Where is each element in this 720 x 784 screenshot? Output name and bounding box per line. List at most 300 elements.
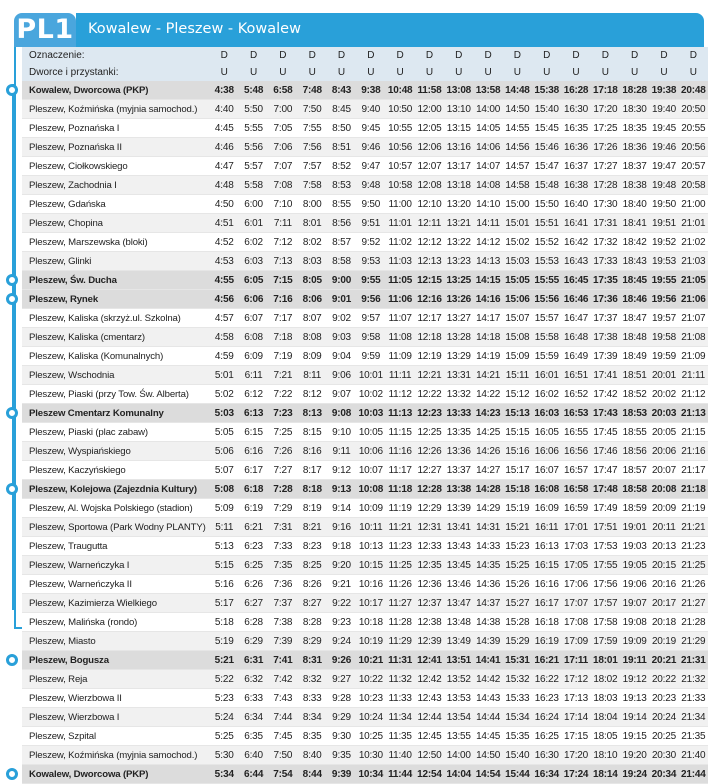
departure-time: 10:08 — [356, 480, 385, 499]
departure-time: 16:17 — [532, 594, 561, 613]
stop-name: Pleszew, Wyspiańskiego — [22, 442, 210, 461]
table-row — [22, 309, 708, 328]
stop-marker-icon — [6, 768, 18, 780]
departure-time: 16:08 — [532, 480, 561, 499]
departure-time: 5:58 — [239, 176, 268, 195]
departure-time: 18:55 — [620, 423, 649, 442]
departure-time: 6:12 — [239, 385, 268, 404]
departure-time: 20:05 — [649, 423, 678, 442]
departure-time: 13:54 — [444, 708, 473, 727]
departure-time: 13:22 — [444, 233, 473, 252]
departure-time: 7:07 — [268, 157, 297, 176]
departure-time: 5:50 — [239, 100, 268, 119]
departure-time: 8:50 — [327, 119, 356, 138]
departure-time: 11:16 — [385, 442, 414, 461]
departure-time: 21:12 — [679, 385, 708, 404]
departure-time: 13:36 — [444, 442, 473, 461]
departure-time: 14:13 — [473, 252, 502, 271]
departure-time: 20:01 — [649, 366, 678, 385]
departure-time: 9:38 — [356, 81, 385, 100]
departure-time: 8:29 — [298, 632, 327, 651]
departure-time: 7:39 — [268, 632, 297, 651]
departure-time: 16:05 — [532, 423, 561, 442]
departure-time: 17:20 — [561, 746, 590, 765]
departure-time: 16:16 — [532, 575, 561, 594]
departure-time: 20:48 — [679, 81, 708, 100]
table-row — [22, 727, 708, 746]
departure-time: 14:06 — [473, 138, 502, 157]
departure-time: 8:06 — [298, 290, 327, 309]
departure-time: 8:07 — [298, 309, 327, 328]
departure-time: 13:49 — [444, 632, 473, 651]
departure-time: 21:09 — [679, 347, 708, 366]
stop-name: Pleszew Cmentarz Komunalny — [22, 404, 210, 423]
departure-time: 9:45 — [356, 119, 385, 138]
departure-time: 16:34 — [532, 765, 561, 784]
departure-time: 14:58 — [503, 176, 532, 195]
departure-time: 16:25 — [532, 727, 561, 746]
departure-time: 8:44 — [298, 765, 327, 784]
departure-time: 6:33 — [239, 689, 268, 708]
departure-time: 12:39 — [415, 632, 444, 651]
departure-time: 20:58 — [679, 176, 708, 195]
table-row — [22, 404, 708, 423]
departure-time: 18:38 — [620, 176, 649, 195]
header-mark-d: D — [415, 47, 444, 64]
departure-time: 7:08 — [268, 176, 297, 195]
departure-time: 16:09 — [532, 499, 561, 518]
departure-time: 12:50 — [415, 746, 444, 765]
departure-time: 4:47 — [210, 157, 239, 176]
departure-time: 10:11 — [356, 518, 385, 537]
departure-time: 7:11 — [268, 214, 297, 233]
departure-time: 16:41 — [561, 214, 590, 233]
stop-name: Pleszew, Piaski (przy Tow. Św. Alberta) — [22, 385, 210, 404]
departure-time: 17:38 — [591, 328, 620, 347]
departure-time: 6:01 — [239, 214, 268, 233]
departure-time: 12:27 — [415, 461, 444, 480]
departure-time: 12:10 — [415, 195, 444, 214]
departure-time: 10:57 — [385, 157, 414, 176]
departure-time: 10:13 — [356, 537, 385, 556]
departure-time: 13:21 — [444, 214, 473, 233]
departure-time: 11:13 — [385, 404, 414, 423]
departure-time: 17:28 — [591, 176, 620, 195]
departure-time: 7:37 — [268, 594, 297, 613]
departure-time: 16:30 — [561, 100, 590, 119]
departure-time: 6:19 — [239, 499, 268, 518]
departure-time: 15:40 — [503, 746, 532, 765]
departure-time: 21:17 — [679, 461, 708, 480]
departure-time: 11:05 — [385, 271, 414, 290]
departure-time: 18:57 — [620, 461, 649, 480]
departure-time: 12:44 — [415, 708, 444, 727]
departure-time: 7:25 — [268, 423, 297, 442]
departure-time: 9:24 — [327, 632, 356, 651]
departure-time: 19:03 — [620, 537, 649, 556]
departure-time: 10:25 — [356, 727, 385, 746]
departure-time: 8:23 — [298, 537, 327, 556]
departure-time: 14:17 — [473, 309, 502, 328]
departure-time: 21:06 — [679, 290, 708, 309]
table-row — [22, 442, 708, 461]
departure-time: 16:56 — [561, 442, 590, 461]
departure-time: 10:05 — [356, 423, 385, 442]
departure-time: 16:15 — [532, 556, 561, 575]
departure-time: 15:18 — [503, 480, 532, 499]
departure-time: 17:37 — [591, 309, 620, 328]
table-row — [22, 328, 708, 347]
header-mark-d: D — [327, 47, 356, 64]
departure-time: 9:58 — [356, 328, 385, 347]
departure-time: 8:05 — [298, 271, 327, 290]
departure-time: 17:51 — [591, 518, 620, 537]
departure-time: 7:56 — [298, 138, 327, 157]
departure-time: 14:48 — [503, 81, 532, 100]
header-mark-d: D — [591, 47, 620, 64]
departure-time: 6:58 — [268, 81, 297, 100]
departure-time: 20:19 — [649, 632, 678, 651]
departure-time: 12:05 — [415, 119, 444, 138]
departure-time: 15:00 — [503, 195, 532, 214]
departure-time: 15:28 — [503, 613, 532, 632]
departure-time: 10:03 — [356, 404, 385, 423]
departure-time: 11:25 — [385, 556, 414, 575]
departure-time: 15:46 — [532, 138, 561, 157]
departure-time: 4:40 — [210, 100, 239, 119]
departure-time: 17:25 — [591, 119, 620, 138]
departure-time: 15:09 — [503, 347, 532, 366]
departure-time: 10:19 — [356, 632, 385, 651]
departure-time: 10:56 — [385, 138, 414, 157]
departure-time: 15:19 — [503, 499, 532, 518]
departure-time: 20:22 — [649, 670, 678, 689]
departure-time: 8:40 — [298, 746, 327, 765]
header-mark-d: D — [532, 47, 561, 64]
departure-time: 17:24 — [561, 765, 590, 784]
departure-time: 8:02 — [298, 233, 327, 252]
departure-time: 9:03 — [327, 328, 356, 347]
departure-time: 5:11 — [210, 518, 239, 537]
departure-time: 19:48 — [649, 176, 678, 195]
departure-time: 15:15 — [503, 423, 532, 442]
departure-time: 15:29 — [503, 632, 532, 651]
departure-time: 14:08 — [473, 176, 502, 195]
departure-time: 15:53 — [532, 252, 561, 271]
departure-time: 11:02 — [385, 233, 414, 252]
departure-time: 17:09 — [561, 632, 590, 651]
departure-time: 4:45 — [210, 119, 239, 138]
departure-time: 5:06 — [210, 442, 239, 461]
departure-time: 12:25 — [415, 423, 444, 442]
departure-time: 16:52 — [561, 385, 590, 404]
departure-time: 18:45 — [620, 271, 649, 290]
departure-time: 13:39 — [444, 499, 473, 518]
departure-time: 9:46 — [356, 138, 385, 157]
departure-time: 14:23 — [473, 404, 502, 423]
departure-time: 19:05 — [620, 556, 649, 575]
departure-time: 12:43 — [415, 689, 444, 708]
stop-name: Pleszew, Kaliska (cmentarz) — [22, 328, 210, 347]
header-mark-d: D — [356, 47, 385, 64]
departure-time: 18:53 — [620, 404, 649, 423]
header-mark-d: D — [210, 47, 239, 64]
departure-time: 8:53 — [327, 176, 356, 195]
departure-time: 17:33 — [591, 252, 620, 271]
header-mark-u: U — [356, 64, 385, 81]
table-row — [22, 347, 708, 366]
departure-time: 17:56 — [591, 575, 620, 594]
departure-time: 16:36 — [561, 138, 590, 157]
departure-time: 21:18 — [679, 480, 708, 499]
departure-time: 15:32 — [503, 670, 532, 689]
departure-time: 9:01 — [327, 290, 356, 309]
departure-time: 21:05 — [679, 271, 708, 290]
departure-time: 5:09 — [210, 499, 239, 518]
departure-time: 20:50 — [679, 100, 708, 119]
departure-time: 9:07 — [327, 385, 356, 404]
stop-marker-icon — [6, 654, 18, 666]
departure-time: 6:35 — [239, 727, 268, 746]
header-mark-u: U — [532, 64, 561, 81]
route-title: Kowalew - Pleszew - Kowalew — [88, 21, 301, 37]
departure-time: 8:18 — [298, 480, 327, 499]
stop-name: Pleszew, Kaliska (skrzyż.ul. Szkolna) — [22, 309, 210, 328]
departure-time: 17:12 — [561, 670, 590, 689]
departure-time: 19:58 — [649, 328, 678, 347]
table-row — [22, 195, 708, 214]
departure-time: 17:39 — [591, 347, 620, 366]
departure-time: 21:11 — [679, 366, 708, 385]
departure-time: 18:30 — [620, 100, 649, 119]
departure-time: 16:45 — [561, 271, 590, 290]
departure-time: 14:18 — [473, 328, 502, 347]
departure-time: 4:58 — [210, 328, 239, 347]
header-mark-u: U — [327, 64, 356, 81]
departure-time: 15:06 — [503, 290, 532, 309]
departure-time: 17:47 — [591, 461, 620, 480]
departure-time: 12:15 — [415, 271, 444, 290]
departure-time: 19:40 — [649, 100, 678, 119]
departure-time: 18:40 — [620, 195, 649, 214]
departure-time: 9:12 — [327, 461, 356, 480]
table-row — [22, 499, 708, 518]
departure-time: 14:26 — [473, 442, 502, 461]
departure-time: 21:13 — [679, 404, 708, 423]
departure-time: 13:46 — [444, 575, 473, 594]
header-mark-u: U — [298, 64, 327, 81]
table-row — [22, 461, 708, 480]
departure-time: 7:17 — [268, 309, 297, 328]
departure-time: 4:48 — [210, 176, 239, 195]
departure-time: 20:55 — [679, 119, 708, 138]
header-mark-d: D — [503, 47, 532, 64]
departure-time: 14:11 — [473, 214, 502, 233]
departure-time: 15:07 — [503, 309, 532, 328]
departure-time: 8:00 — [298, 195, 327, 214]
departure-time: 18:28 — [620, 81, 649, 100]
departure-time: 21:15 — [679, 423, 708, 442]
departure-time: 14:27 — [473, 461, 502, 480]
departure-time: 9:51 — [356, 214, 385, 233]
departure-time: 13:38 — [444, 480, 473, 499]
departure-time: 7:16 — [268, 290, 297, 309]
stop-name: Pleszew, Rynek — [22, 290, 210, 309]
departure-time: 17:41 — [591, 366, 620, 385]
departure-time: 21:32 — [679, 670, 708, 689]
header-mark-d: D — [561, 47, 590, 64]
departure-time: 9:22 — [327, 594, 356, 613]
departure-time: 14:00 — [444, 746, 473, 765]
departure-time: 4:38 — [210, 81, 239, 100]
departure-time: 20:16 — [649, 575, 678, 594]
departure-time: 7:15 — [268, 271, 297, 290]
stop-name: Pleszew, Miasto — [22, 632, 210, 651]
departure-time: 21:35 — [679, 727, 708, 746]
table-row — [22, 214, 708, 233]
departure-time: 15:03 — [503, 252, 532, 271]
departure-time: 9:47 — [356, 157, 385, 176]
departure-time: 20:21 — [649, 651, 678, 670]
departure-time: 4:56 — [210, 290, 239, 309]
departure-time: 13:29 — [444, 347, 473, 366]
departure-time: 20:02 — [649, 385, 678, 404]
departure-time: 16:30 — [532, 746, 561, 765]
departure-time: 17:07 — [561, 594, 590, 613]
departure-time: 5:08 — [210, 480, 239, 499]
departure-time: 15:33 — [503, 689, 532, 708]
departure-time: 8:31 — [298, 651, 327, 670]
departure-time: 8:57 — [327, 233, 356, 252]
departure-time: 14:38 — [473, 613, 502, 632]
departure-time: 19:08 — [620, 613, 649, 632]
departure-time: 17:20 — [591, 100, 620, 119]
table-row — [22, 594, 708, 613]
departure-time: 17:03 — [561, 537, 590, 556]
departure-time: 15:47 — [532, 157, 561, 176]
departure-time: 8:35 — [298, 727, 327, 746]
table-row — [22, 252, 708, 271]
departure-time: 19:06 — [620, 575, 649, 594]
departure-time: 8:15 — [298, 423, 327, 442]
departure-time: 13:18 — [444, 176, 473, 195]
departure-time: 8:27 — [298, 594, 327, 613]
departure-time: 15:52 — [532, 233, 561, 252]
departure-time: 9:35 — [327, 746, 356, 765]
departure-time: 16:19 — [532, 632, 561, 651]
departure-time: 12:18 — [415, 328, 444, 347]
departure-time: 10:34 — [356, 765, 385, 784]
departure-time: 19:51 — [649, 214, 678, 233]
departure-time: 9:18 — [327, 537, 356, 556]
departure-time: 13:47 — [444, 594, 473, 613]
departure-time: 6:15 — [239, 423, 268, 442]
departure-time: 20:03 — [649, 404, 678, 423]
departure-time: 14:25 — [473, 423, 502, 442]
departure-time: 13:58 — [473, 81, 502, 100]
departure-time: 13:41 — [444, 518, 473, 537]
departure-time: 9:08 — [327, 404, 356, 423]
departure-time: 14:21 — [473, 366, 502, 385]
departure-time: 17:14 — [561, 708, 590, 727]
header-mark-u: U — [444, 64, 473, 81]
departure-time: 15:44 — [503, 765, 532, 784]
departure-time: 12:38 — [415, 613, 444, 632]
departure-time: 8:45 — [327, 100, 356, 119]
departure-time: 16:38 — [561, 176, 590, 195]
departure-time: 9:23 — [327, 613, 356, 632]
departure-time: 8:17 — [298, 461, 327, 480]
departure-time: 9:50 — [356, 195, 385, 214]
departure-time: 6:40 — [239, 746, 268, 765]
departure-time: 18:04 — [591, 708, 620, 727]
departure-time: 13:27 — [444, 309, 473, 328]
header-mark-d: D — [679, 47, 708, 64]
departure-time: 11:35 — [385, 727, 414, 746]
departure-time: 9:52 — [356, 233, 385, 252]
departure-time: 16:58 — [561, 480, 590, 499]
stop-marker-icon — [6, 293, 18, 305]
departure-time: 7:00 — [268, 100, 297, 119]
departure-time: 9:06 — [327, 366, 356, 385]
departure-time: 21:16 — [679, 442, 708, 461]
departure-time: 16:51 — [561, 366, 590, 385]
departure-time: 19:47 — [649, 157, 678, 176]
departure-time: 12:29 — [415, 499, 444, 518]
departure-time: 14:41 — [473, 651, 502, 670]
departure-time: 20:57 — [679, 157, 708, 176]
departure-time: 6:05 — [239, 271, 268, 290]
departure-time: 13:48 — [444, 613, 473, 632]
departure-time: 7:10 — [268, 195, 297, 214]
departure-time: 12:36 — [415, 575, 444, 594]
departure-time: 11:44 — [385, 765, 414, 784]
departure-time: 17:48 — [591, 480, 620, 499]
stop-name: Pleszew, Gdańska — [22, 195, 210, 214]
departure-time: 6:11 — [239, 366, 268, 385]
departure-time: 16:59 — [561, 499, 590, 518]
departure-time: 5:21 — [210, 651, 239, 670]
departure-time: 16:47 — [561, 309, 590, 328]
departure-time: 11:08 — [385, 328, 414, 347]
departure-time: 8:03 — [298, 252, 327, 271]
departure-time: 18:10 — [591, 746, 620, 765]
departure-time: 18:05 — [591, 727, 620, 746]
departure-time: 14:44 — [473, 708, 502, 727]
departure-time: 12:31 — [415, 518, 444, 537]
departure-time: 14:00 — [473, 100, 502, 119]
departure-time: 7:33 — [268, 537, 297, 556]
departure-time: 8:19 — [298, 499, 327, 518]
departure-time: 15:48 — [532, 176, 561, 195]
departure-time: 20:07 — [649, 461, 678, 480]
header-mark-d: D — [473, 47, 502, 64]
departure-time: 17:46 — [591, 442, 620, 461]
departure-time: 15:13 — [503, 404, 532, 423]
departure-time: 13:37 — [444, 461, 473, 480]
departure-time: 5:55 — [239, 119, 268, 138]
departure-time: 21:34 — [679, 708, 708, 727]
header-mark-u: U — [620, 64, 649, 81]
departure-time: 7:38 — [268, 613, 297, 632]
departure-time: 11:03 — [385, 252, 414, 271]
departure-time: 10:09 — [356, 499, 385, 518]
departure-time: 11:15 — [385, 423, 414, 442]
departure-time: 17:42 — [591, 385, 620, 404]
header-mark-d: D — [620, 47, 649, 64]
departure-time: 15:35 — [503, 727, 532, 746]
departure-time: 10:18 — [356, 613, 385, 632]
